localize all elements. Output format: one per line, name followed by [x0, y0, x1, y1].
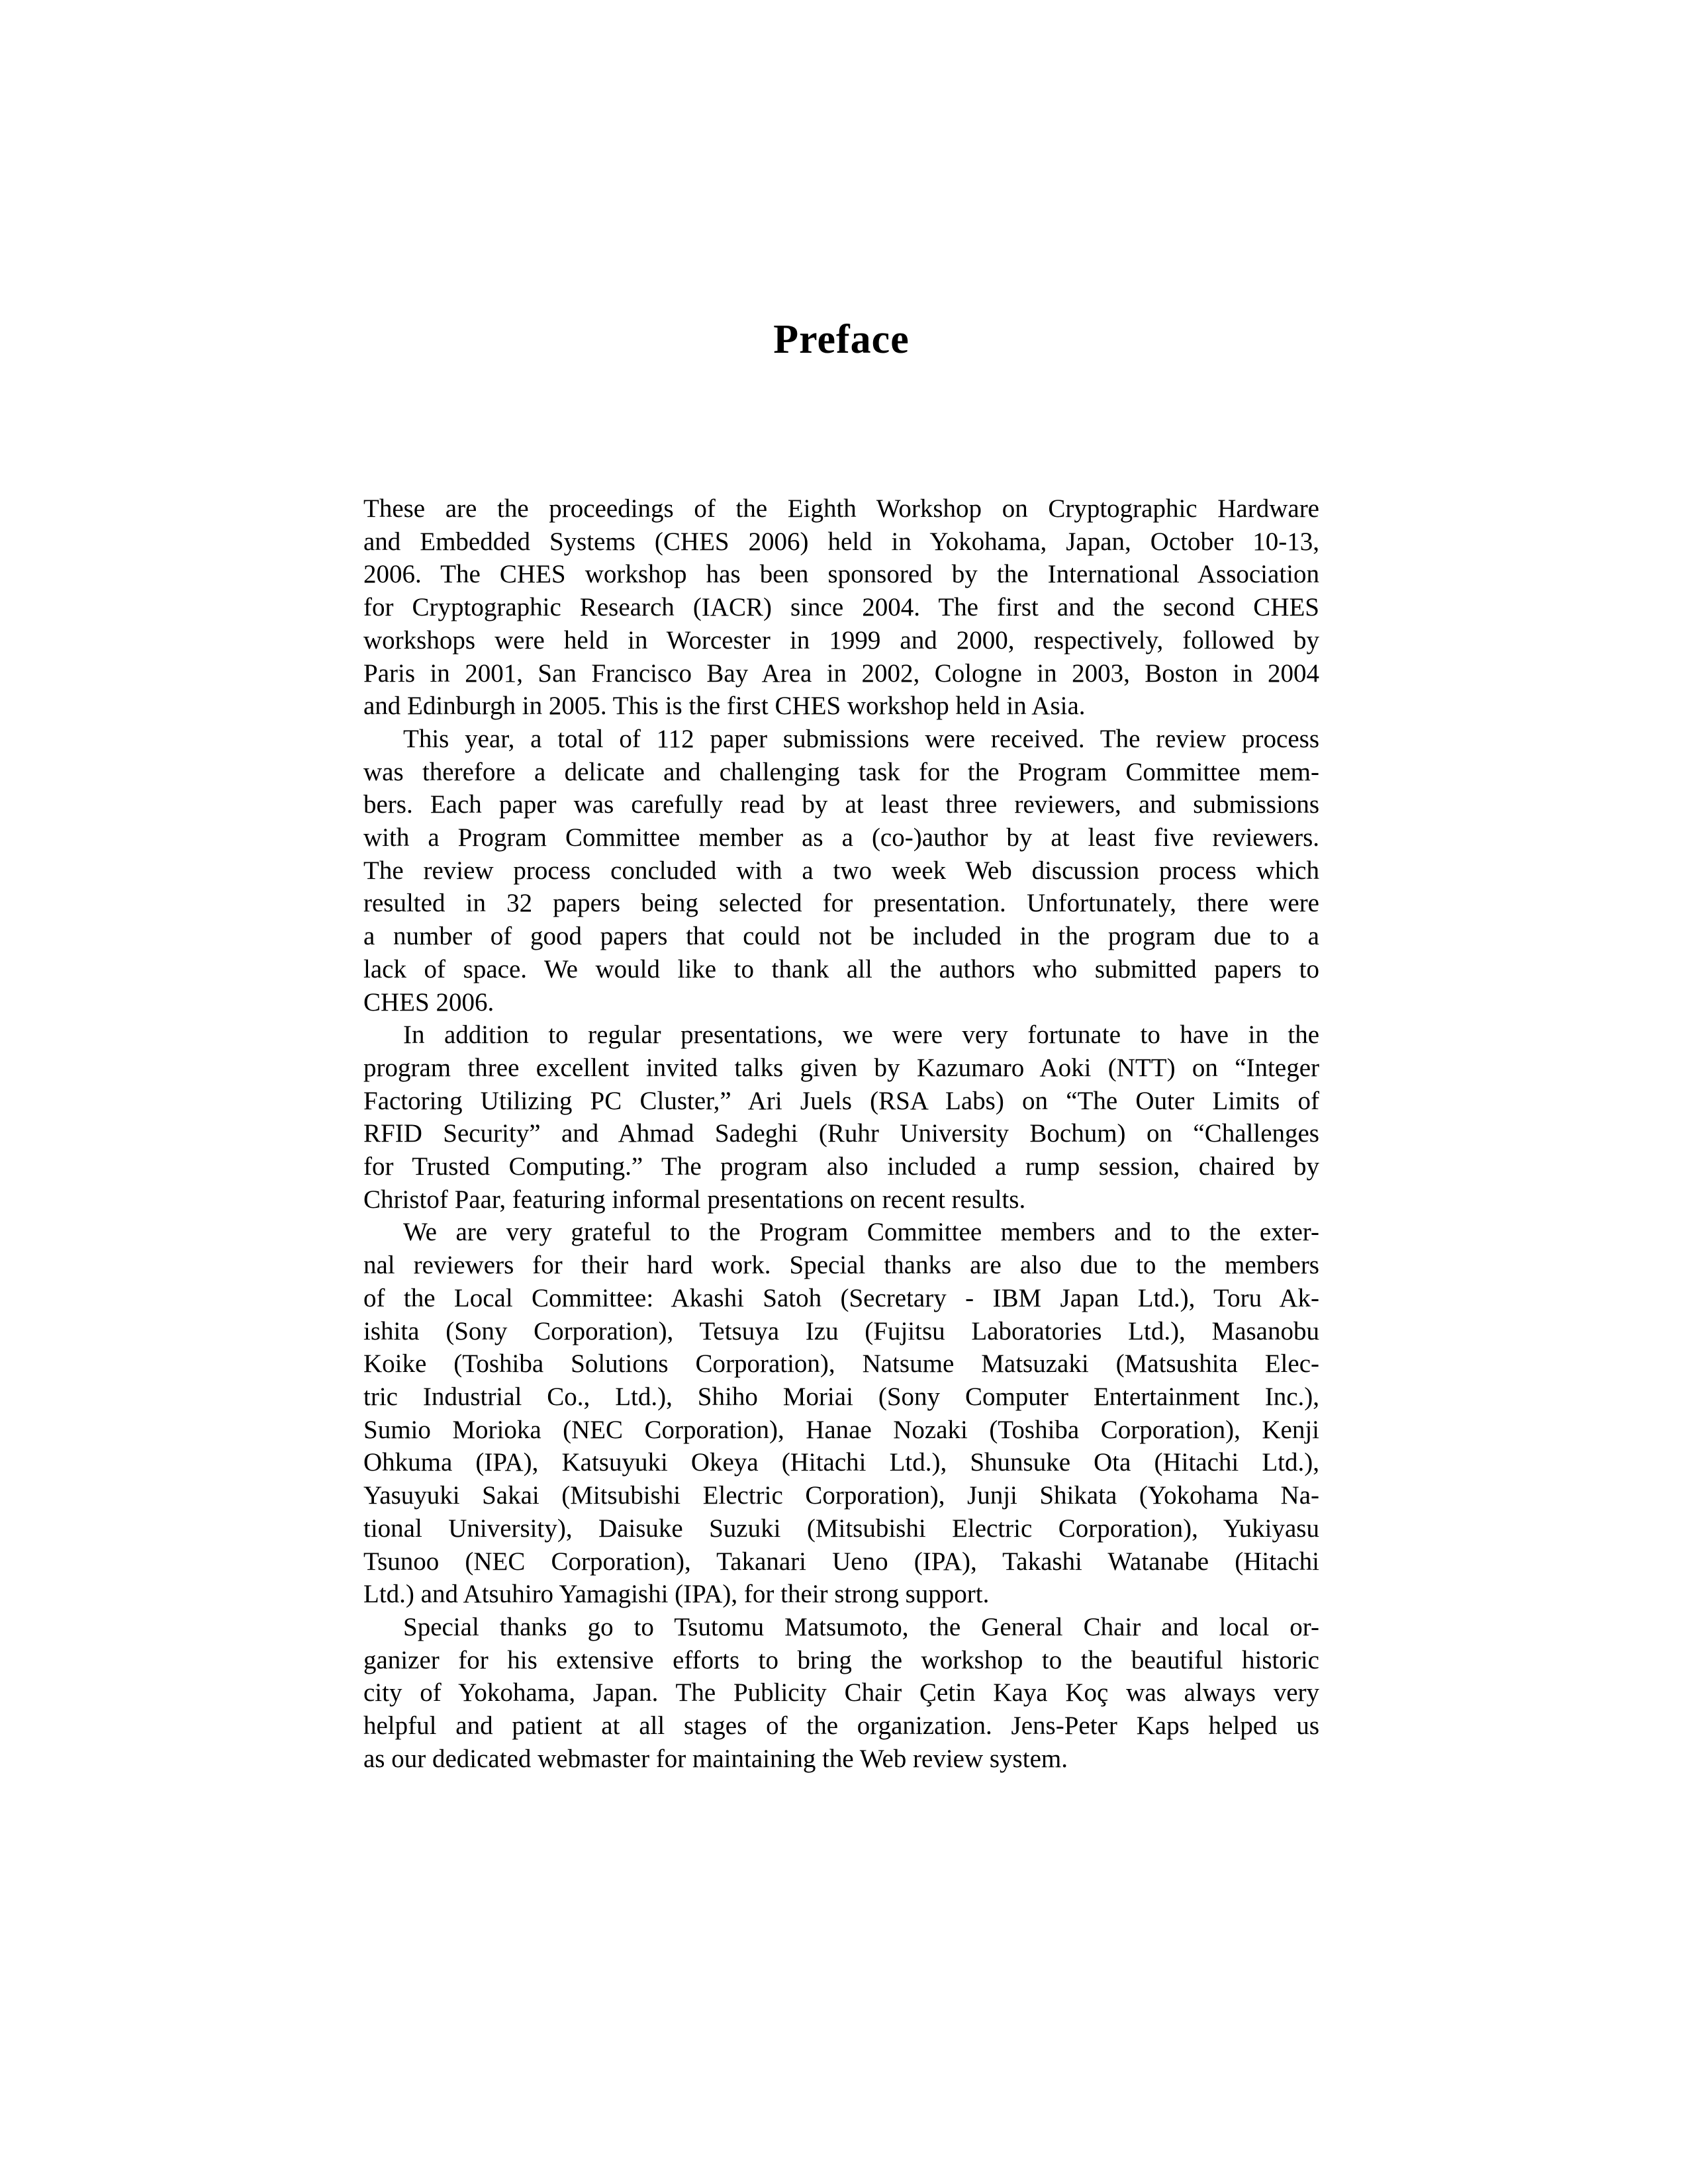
text-line: Koike (Toshiba Solutions Corporation), Natsume Matsuzaki (Matsushita Elec- [363, 1349, 1319, 1379]
text-line: lack of space. We would like to thank all the authors who submitted papers to [363, 954, 1319, 983]
text-line: resulted in 32 papers being selected for presentation. Unfortunately, there were [363, 889, 1319, 918]
text-line: The review process concluded with a two week Web discussion process which [363, 856, 1319, 885]
paragraph [363, 1611, 1319, 1776]
text-line: as our dedicated webmaster for maintaining the Web review system. [363, 1744, 1068, 1773]
text-line: nal reviewers for their hard work. Special thanks are also due to the members [363, 1251, 1319, 1280]
text-line: Yasuyuki Sakai (Mitsubishi Electric Corporation), Junji Shikata (Yokohama Na- [363, 1481, 1319, 1510]
text-line: Ltd.) and Atsuhiro Yamagishi (IPA), for their strong support. [363, 1580, 990, 1609]
text-line: bers. Each paper was carefully read by at least three reviewers, and submissions [363, 790, 1319, 819]
text-line: Sumio Morioka (NEC Corporation), Hanae Nozaki (Toshiba Corporation), Kenji [363, 1415, 1319, 1444]
text-line: for Trusted Computing.” The program also included a rump session, chaired by [363, 1152, 1319, 1181]
text-line: Factoring Utilizing PC Cluster,” Ari Juels (RSA Labs) on “The Outer Limits of [363, 1086, 1319, 1115]
page-title: Preface [773, 317, 910, 362]
text-line: a number of good papers that could not be included in the program due to a [363, 922, 1319, 951]
text-line: This year, a total of 112 paper submissions were received. The review process [403, 724, 1319, 753]
text-line: RFID Security” and Ahmad Sadeghi (Ruhr University Bochum) on “Challenges [363, 1119, 1319, 1148]
text-line: and Embedded Systems (CHES 2006) held in Yokohama, Japan, October 10-13, [363, 527, 1319, 556]
text-line: Paris in 2001, San Francisco Bay Area in 2002, Cologne in 2003, Boston in 2004 [363, 659, 1319, 688]
text-line: ganizer for his extensive efforts to bring the workshop to the beautiful historic [363, 1645, 1319, 1674]
text-line: with a Program Committee member as a (co-)author by at least five reviewers. [363, 823, 1319, 852]
paragraph [363, 1216, 1319, 1610]
text-line: of the Local Committee: Akashi Satoh (Secretary - IBM Japan Ltd.), Toru Ak- [363, 1283, 1319, 1312]
text-line: tric Industrial Co., Ltd.), Shiho Moriai (Sony Computer Entertainment Inc.), [363, 1382, 1319, 1411]
text-line: was therefore a delicate and challenging task for the Program Committee mem- [363, 757, 1319, 786]
text-line: for Cryptographic Research (IACR) since 2004. The first and the second CHES [363, 593, 1319, 622]
paragraph [363, 1019, 1319, 1216]
text-line: helpful and patient at all stages of the organization. Jens-Peter Kaps helped us [363, 1711, 1319, 1741]
text-line: workshops were held in Worcester in 1999 and 2000, respectively, followed by [363, 625, 1319, 655]
text-line: These are the proceedings of the Eighth Workshop on Cryptographic Hardware [363, 494, 1319, 523]
text-line: city of Yokohama, Japan. The Publicity Chair Çetin Kaya Koç was always very [363, 1678, 1319, 1707]
text-line: Christof Paar, featuring informal presentations on recent results. [363, 1185, 1026, 1214]
preface-body [363, 492, 1319, 1775]
text-line: In addition to regular presentations, we were very fortunate to have in the [403, 1021, 1319, 1050]
text-line: We are very grateful to the Program Committee members and to the exter- [403, 1218, 1319, 1247]
text-line: Tsunoo (NEC Corporation), Takanari Ueno (IPA), Takashi Watanabe (Hitachi [363, 1547, 1319, 1576]
text-line: and Edinburgh in 2005. This is the first CHES workshop held in Asia. [363, 692, 1086, 721]
text-line: Special thanks go to Tsutomu Matsumoto, the General Chair and local or- [403, 1612, 1319, 1641]
text-line: 2006. The CHES workshop has been sponsored by the International Association [363, 560, 1319, 589]
paragraph [363, 492, 1319, 723]
paragraph [363, 723, 1319, 1019]
text-line: tional University), Daisuke Suzuki (Mitsubishi Electric Corporation), Yukiyasu [363, 1514, 1319, 1543]
text-line: program three excellent invited talks given by Kazumaro Aoki (NTT) on “Integer [363, 1053, 1319, 1082]
text-line: Ohkuma (IPA), Katsuyuki Okeya (Hitachi Ltd.), Shunsuke Ota (Hitachi Ltd.), [363, 1448, 1319, 1477]
text-line: ishita (Sony Corporation), Tetsuya Izu (Fujitsu Laboratories Ltd.), Masanobu [363, 1316, 1319, 1345]
text-line: CHES 2006. [363, 987, 494, 1017]
